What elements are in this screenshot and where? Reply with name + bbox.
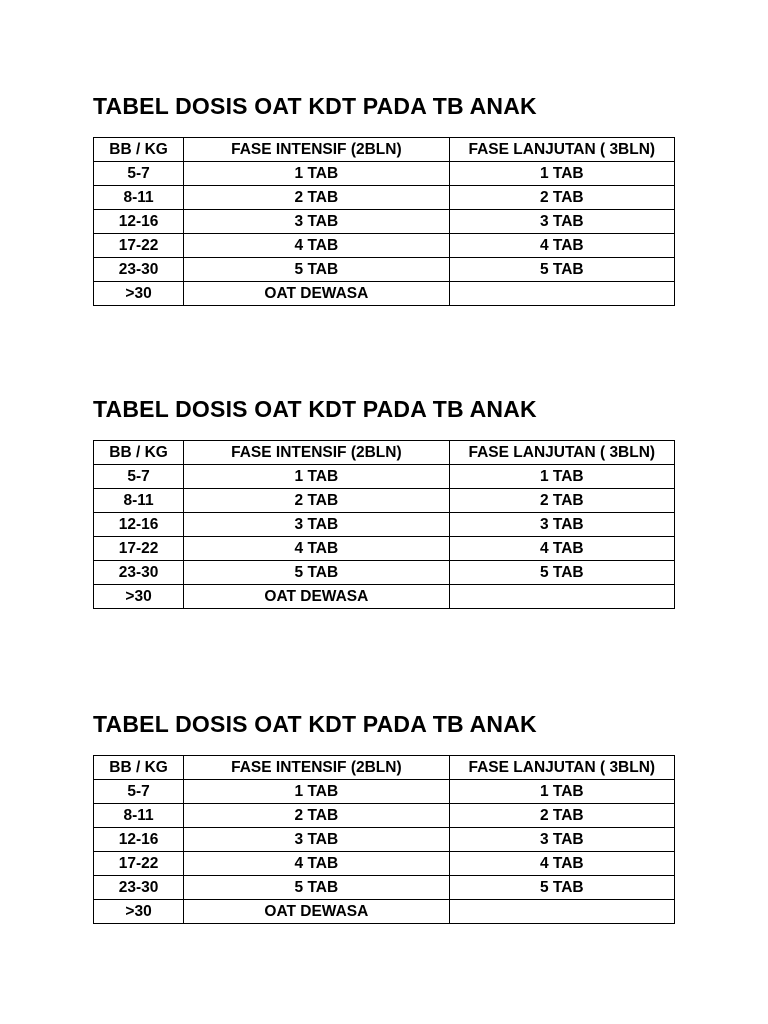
cell-bb: 23-30 [94,561,184,585]
cell-intensif: 4 TAB [184,537,449,561]
header-cell-intensif: FASE INTENSIF (2BLN) [184,441,449,465]
cell-lanjutan: 1 TAB [449,780,674,804]
cell-bb: 17-22 [94,852,184,876]
table-row [94,489,675,513]
cell-intensif: 5 TAB [184,258,449,282]
dose-table [93,440,675,609]
cell-lanjutan [449,282,674,306]
header-cell-bb: BB / KG [94,441,184,465]
cell-intensif: 4 TAB [184,852,449,876]
header-cell-intensif: FASE INTENSIF (2BLN) [184,756,449,780]
table-row [94,585,675,609]
cell-bb: 5-7 [94,465,184,489]
cell-intensif: 5 TAB [184,876,449,900]
cell-lanjutan: 4 TAB [449,234,674,258]
dose-table-section-3 [93,710,675,924]
dose-table-section-1 [93,92,675,306]
cell-bb: >30 [94,585,184,609]
cell-lanjutan: 2 TAB [449,186,674,210]
cell-lanjutan: 3 TAB [449,828,674,852]
cell-bb: 12-16 [94,210,184,234]
cell-lanjutan: 1 TAB [449,162,674,186]
cell-bb: 8-11 [94,186,184,210]
table-title: TABEL DOSIS OAT KDT PADA TB ANAK [93,396,537,422]
cell-intensif: OAT DEWASA [184,900,449,924]
cell-lanjutan: 5 TAB [449,258,674,282]
dose-table [93,755,675,924]
cell-intensif: OAT DEWASA [184,585,449,609]
table-row [94,780,675,804]
table-row [94,804,675,828]
cell-intensif: 3 TAB [184,210,449,234]
cell-bb: 5-7 [94,162,184,186]
cell-intensif: 2 TAB [184,804,449,828]
cell-lanjutan [449,900,674,924]
cell-intensif: 1 TAB [184,465,449,489]
table-row [94,210,675,234]
header-cell-intensif: FASE INTENSIF (2BLN) [184,138,449,162]
cell-bb: 23-30 [94,876,184,900]
cell-intensif: 3 TAB [184,513,449,537]
table-header-row [94,756,675,780]
cell-intensif: 2 TAB [184,186,449,210]
table-header-row [94,441,675,465]
cell-lanjutan [449,585,674,609]
cell-bb: 8-11 [94,804,184,828]
table-header-row [94,138,675,162]
table-row [94,537,675,561]
cell-bb: >30 [94,900,184,924]
cell-bb: 5-7 [94,780,184,804]
cell-lanjutan: 4 TAB [449,537,674,561]
cell-bb: 8-11 [94,489,184,513]
header-cell-lanjutan: FASE LANJUTAN ( 3BLN) [449,138,674,162]
cell-intensif: 5 TAB [184,561,449,585]
table-row [94,258,675,282]
cell-bb: 23-30 [94,258,184,282]
table-row [94,162,675,186]
table-row [94,900,675,924]
cell-lanjutan: 2 TAB [449,489,674,513]
cell-lanjutan: 3 TAB [449,513,674,537]
cell-lanjutan: 5 TAB [449,561,674,585]
cell-intensif: 2 TAB [184,489,449,513]
header-cell-bb: BB / KG [94,138,184,162]
table-row [94,852,675,876]
cell-lanjutan: 3 TAB [449,210,674,234]
cell-intensif: 1 TAB [184,780,449,804]
cell-lanjutan: 1 TAB [449,465,674,489]
dose-table-section-2 [93,395,675,609]
table-row [94,465,675,489]
cell-intensif: 4 TAB [184,234,449,258]
cell-bb: 17-22 [94,537,184,561]
cell-intensif: OAT DEWASA [184,282,449,306]
header-cell-lanjutan: FASE LANJUTAN ( 3BLN) [449,756,674,780]
cell-bb: 12-16 [94,513,184,537]
cell-intensif: 3 TAB [184,828,449,852]
table-row [94,234,675,258]
cell-bb: 17-22 [94,234,184,258]
table-title: TABEL DOSIS OAT KDT PADA TB ANAK [93,93,537,119]
table-row [94,561,675,585]
header-cell-lanjutan: FASE LANJUTAN ( 3BLN) [449,441,674,465]
cell-lanjutan: 4 TAB [449,852,674,876]
cell-bb: 12-16 [94,828,184,852]
table-row [94,186,675,210]
header-cell-bb: BB / KG [94,756,184,780]
cell-lanjutan: 2 TAB [449,804,674,828]
cell-intensif: 1 TAB [184,162,449,186]
table-row [94,513,675,537]
table-row [94,828,675,852]
table-title: TABEL DOSIS OAT KDT PADA TB ANAK [93,711,537,737]
cell-bb: >30 [94,282,184,306]
dose-table [93,137,675,306]
table-row [94,282,675,306]
table-row [94,876,675,900]
cell-lanjutan: 5 TAB [449,876,674,900]
